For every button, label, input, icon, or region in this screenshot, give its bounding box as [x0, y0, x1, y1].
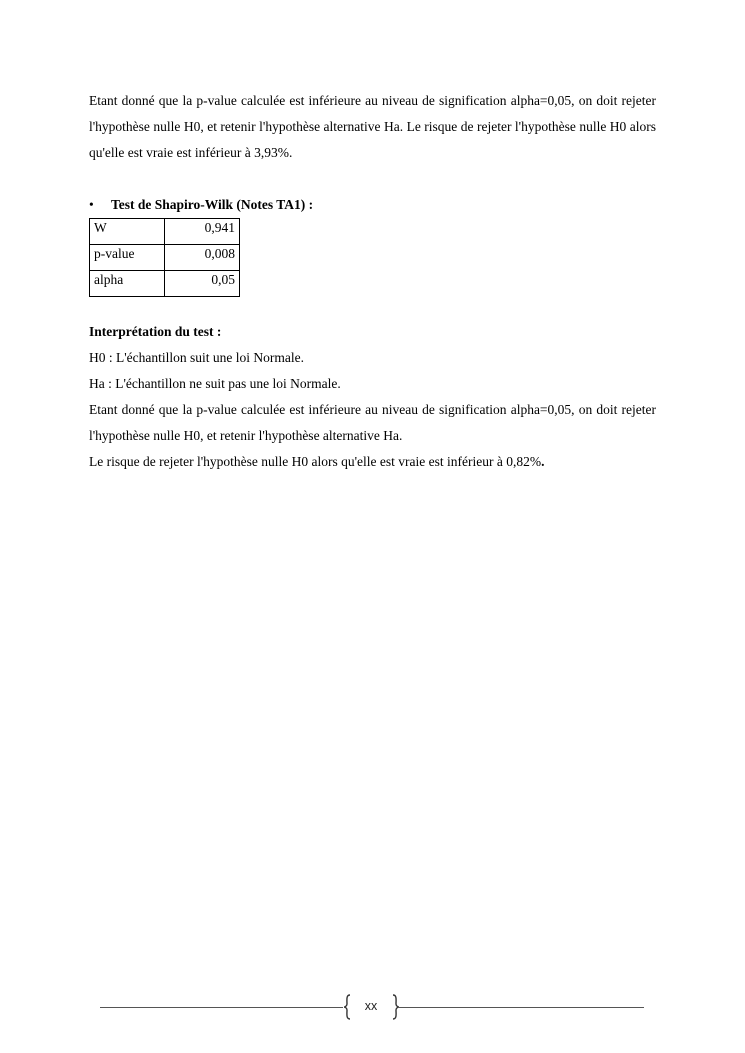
- left-brace-icon: [343, 994, 351, 1020]
- hypothesis-h0: H0 : L'échantillon suit une loi Normale.: [89, 350, 305, 365]
- risk-statement: [89, 449, 656, 475]
- table-cell-value: 0,941: [165, 219, 240, 245]
- footer-rule-left: [100, 1007, 343, 1008]
- risk-period: .: [541, 454, 545, 469]
- page-footer: [100, 992, 644, 1022]
- page-content: [89, 88, 656, 475]
- table-cell-label: alpha: [90, 271, 165, 297]
- table-row: [90, 271, 240, 297]
- table-row: [90, 219, 240, 245]
- table-cell-value: 0,05: [165, 271, 240, 297]
- table-row: [90, 245, 240, 271]
- footer-rule-right: [398, 1007, 644, 1008]
- conclusion-paragraph: Etant donné que la p-value calculée est inférieure au niveau de signification alpha=0,05, on doit rejeter l'hypothèse nulle H0, et retenir l'hypothèse alternative Ha.: [89, 402, 656, 443]
- section-heading-text: Test de Shapiro-Wilk (Notes TA1) :: [111, 197, 314, 212]
- table-cell-value: 0,008: [165, 245, 240, 271]
- hypothesis-ha: Ha : L'échantillon ne suit pas une loi Normale.: [89, 376, 341, 391]
- risk-text: Le risque de rejeter l'hypothèse nulle H0 alors qu'elle est vraie est inférieur à 0,82%: [89, 454, 542, 469]
- shapiro-wilk-table: [89, 218, 240, 297]
- intro-paragraph: Etant donné que la p-value calculée est inférieure au niveau de signification alpha=0,05, on doit rejeter l'hypothèse nulle H0, et retenir l'hypothèse alternative Ha. Le risque de rejeter l'hypothèse nulle H0 alors qu'elle est vraie est inférieur à 3,93%.: [89, 93, 656, 160]
- table-cell-label: W: [90, 219, 165, 245]
- page-number: xx: [364, 999, 378, 1013]
- bullet-icon: •: [89, 197, 94, 212]
- section-heading: [89, 192, 656, 218]
- table-cell-label: p-value: [90, 245, 165, 271]
- interpretation-title: Interprétation du test :: [89, 324, 222, 339]
